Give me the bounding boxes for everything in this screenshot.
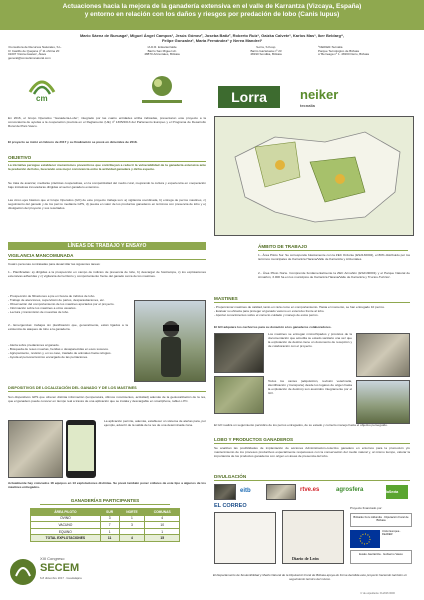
table-header-row <box>31 509 180 516</box>
table-cell: EQUINO <box>31 528 101 535</box>
funding-org-eu: Unión Europea · FEADER <box>382 530 401 537</box>
list-item: - Agrupamiento, revisión y, en su caso, traslado de animales hacia refugios. <box>8 350 112 355</box>
affiliation-line: c/ Berreaga nº 1. 48160 Derio, Bizkaia <box>318 52 369 57</box>
vigilancia-p3: 2.- Emergencias: trabajos sin planificación que, generalmente, están ligados a la existencia de ataques de lobo a la ganadería. <box>8 323 128 331</box>
table-cell <box>119 528 145 535</box>
authors-line2: Felipe Gonzalez¹, Maria Fernández¹ y Nerea Mandrel¹ <box>161 38 263 43</box>
secem-conf: XIII Congreso <box>40 556 65 561</box>
table-cell: 3 <box>100 515 119 522</box>
footer-note: El Departamento de Sostenibilidad y Medio Natural de la Diputación Foral de Bizkaia apoya de forma decidida este proyecto haciendo también un seguimiento técnico del mismo. <box>213 573 407 581</box>
mastines-bullets <box>214 306 410 318</box>
list-item: - Aportar conocimientos sobre el correcto cuidado y manejo de estos perros. <box>214 312 319 317</box>
list-item: - Evaluar su eficacia para proteger al ganado vacuno en extensivo frente al lobo. <box>214 308 325 313</box>
lorra-sub: Koop. <box>264 104 274 108</box>
list-item: - Prospección de filtraciones a pie en busca de indicios de lobo. <box>8 294 96 298</box>
map-area-south: 1.- Área Piloto Sur. Se corresponde básicamente con la ZEC Ordunte (ES2130002), el 80% distribuido por los términos municipales de Karrantza Harana/Valle de Karrantza y Artzentales. <box>258 253 410 261</box>
rtve-logo: rtve.es <box>300 487 320 493</box>
intro-dates: El proyecto se inició en febrero de 2017 y su finalización se prevé en diciembre de 2018. <box>8 140 138 144</box>
affiliation-line: ⁴NEIKER-Tecnalia <box>318 45 343 49</box>
lobo-heading: LOBO Y PRODUCTOS GANADEROS <box>214 437 410 444</box>
list-item: - Observación del comportamiento de los mastines aportados por el proyecto. <box>8 301 115 306</box>
table-row <box>31 522 180 529</box>
list-item: - Ayuda al personal técnico encargado de las peritaciones. <box>8 354 89 359</box>
funding-org-diputacion: Bizkaiko Foru Aldundia · Diputación Foral de Bizkaia <box>350 513 412 527</box>
mastines-p3: Todos los cantes (adquisición, revisión veterinaria, identificación y transporte) desde los lugares de origen hasta la explotación de destino) son asumidos íntegramente por el GO. <box>268 379 352 395</box>
newspaper-clipping-1 <box>214 512 276 564</box>
objetivo-p3: Las cinco ejes básicos que el Grupo Operativo (GO) de este proyecto trabaja son: a) vigilancia coordinada, b) entrega de perros mastines, c) seguimiento del ganado y de los perros mediante GPS, d) puesta en valor de los productos ganaderos en términos con presencia de lobo y e) divulgación del proyecto y sus resultados. <box>8 198 206 210</box>
table-cell: TOTAL EXPLOTACIONES <box>31 535 101 542</box>
table-cell: 3 <box>119 522 145 529</box>
affiliation-line: Barrio Gaztelueta nº 23 <box>250 48 282 53</box>
table-row <box>31 528 180 535</box>
list-item: - Información sobre los mastines a otros usuarios. <box>8 305 77 310</box>
mastiff-handler-photo <box>356 333 410 377</box>
table-cell: 4 <box>145 515 180 522</box>
affiliation-email: general@consultoranatural.com <box>8 56 51 61</box>
press-photo <box>266 484 296 500</box>
smartphone-screen <box>68 425 94 471</box>
vigilancia-p2: 1.- Planificadas: a) dirigidas a la prospección en campo de indicios de presencia de lobo, b) descargar de fototrampa, c) los explotaciones extensivas adheridas y c) vigilancia del territorio y comportamiento frente del ganado cerca de los mastines. <box>8 270 206 278</box>
map-icon <box>215 117 415 237</box>
gps-p1: Son dispositivos GPS que ofrecen distinta información (temperatura, últimos movimientos, actividad) además de la geolocalización de la res, que el ganadero puede conocer en tiempo real a través de una aplicación que se instala y descargable en smartphone, tablet o PC. <box>8 395 206 403</box>
affiliation-line: 48190 Sondika, Bizkaia <box>250 52 282 57</box>
funding-label: Proyecto financiado por: <box>350 506 383 510</box>
list-item: - Lectura y transmisión de muestras de lobo. <box>8 309 70 314</box>
smartphone-app-screenshot <box>66 420 96 478</box>
ganaderias-heading: GANADERÍAS PARTICIPANTES <box>40 498 170 505</box>
neiker-logo-sub: tecnalia <box>300 103 315 108</box>
map-heading: ÁMBITO DE TRABAJO <box>258 244 408 251</box>
authors <box>4 33 420 43</box>
objetivo-p1: La iniciativa persigue establecer mecanismos preventivos que contribuyan a reducir la vulnerabilidad de la ganadería extensiva ante la predación del lobo, buscando una mejor convivencia entre la actividad ganadera y dicha especie. <box>8 163 206 171</box>
map-area-north: 2.- Área Piloto Norte. Comprende fundamentalmente la ZEC Armañón (ES2130001) y el Parque Natural de Armañón, 3.000 ha en los municipios de Karrantza Harana/Valle de Karrantza y Trucios-Turtzioz. <box>258 271 410 279</box>
table-cell: 10 <box>145 522 180 529</box>
table-cell: 11 <box>100 535 119 542</box>
table-header-cell: COMUNAS <box>145 509 180 516</box>
divulgacion-heading: DIVULGACIÓN <box>214 474 410 481</box>
affiliation-line: Barrio San Miguel s/n <box>147 48 177 53</box>
mastines-p1: El GO adquiere los cachorros para su donación a los ganaderos colaboradores. <box>214 325 332 329</box>
affiliation-4 <box>318 46 418 57</box>
mastines-p4: El GO realiza un seguimiento periódico de los perros entregados, de su estado y correcto manejo hacia el objetivo perseguido. <box>214 423 388 427</box>
affiliation-line: ³Lorra, S.Koop. <box>255 45 277 49</box>
table-cell: 1 <box>119 515 145 522</box>
lobo-p1: Se analizan las posibilidades de implantación de acciones Administración-colectivo ganadero en entornos para la promoción y/o mantenimiento de los procesos productivos especialmente respetuosos con la conservación del medio natural y, al mismo tiempo, valorar la importancia de los productos ganaderos con origen en áreas de presencia del lobo. <box>214 446 410 458</box>
eu-flag <box>350 530 380 548</box>
agrosfera-logo: agrosfera <box>336 487 364 493</box>
table-cell: 1 <box>145 528 180 535</box>
eitb-logo: eitb <box>240 488 251 494</box>
affiliation-2 <box>112 46 212 57</box>
table-row <box>31 515 180 522</box>
neiker-logo <box>300 86 370 108</box>
secem-logo <box>8 552 98 596</box>
authors-line1: Mario Sáenz de Buruaga¹, Miguel Ángel Campos¹, Jesús Gómez², Joseba Batiz², Roberto Ruiz³, Gaizka Calvete¹, Karlos Mas³, Iker Beldarg⁴, <box>79 33 345 38</box>
list-item: - Trabajo de atenciones, supervisión de partos, desparasitaciones, etc. <box>8 297 105 302</box>
secem-dates: 6-8 diciembre 2017 · Guadalajara <box>40 576 82 580</box>
objetivo-heading: OBJETIVO <box>8 155 206 162</box>
table-cell: 15 <box>145 535 180 542</box>
list-item: - Proporcionar mastines de calidad, tanto en raza como en comportamiento. Hasta el momento, se han entregado 10 perros. <box>214 305 385 309</box>
list-item: - Búsqueda de reses muertas, heridas o desaparecidas en esos sucesos. <box>8 346 109 351</box>
objetivo-p2: Se trata de avanzar, mediante prácticas cooperativas, en la competitividad del medio rural, mejorando la cultura y experiencia en cooperación bajo iniciativas innovadoras dirigidas al sector ganadero extensivo. <box>8 181 206 189</box>
table-cell: 4 <box>119 535 145 542</box>
secem-name: SECEM <box>40 562 80 574</box>
footer-code: nº de expediente: FL2016 0000 <box>360 592 395 595</box>
gps-collar-photo <box>8 420 63 478</box>
vigilancia-p1: Cuatro personas contratadas para desarrollar las siguientes tareas: <box>8 262 101 266</box>
tv-photo <box>214 484 236 500</box>
table-cell: OVINO <box>31 515 101 522</box>
person-binoculars-icon <box>135 301 207 383</box>
mastiff-field-photo <box>214 376 264 414</box>
gps-p2: La aplicación permite, además, establecer un sistema de alertas para, por ejemplo, advertir de la salida de la res de una determinada zona. <box>104 419 206 427</box>
neiker-logo-text: neiker <box>300 87 339 102</box>
study-area-map <box>214 116 414 236</box>
gps-p3: Actualmente hay colocados 18 equipos en 13 explotaciones distintas. Se prevé también poner collares de este tipo a algunos de los mastines entregados. <box>8 481 206 489</box>
affiliation-line: Parque Tecnológico de Bizkaia <box>318 48 359 53</box>
mastiff-puppies-photo <box>214 333 264 373</box>
table-cell: 7 <box>100 522 119 529</box>
affiliation-line: ²A.D.R. Enkarterrialde <box>147 45 177 49</box>
ganaderias-table <box>30 508 180 542</box>
el-correo-logo: EL CORREO <box>214 503 247 509</box>
cm-logo <box>22 68 62 106</box>
poster-title-line1: Actuaciones hacia la mejora de la ganadería extensiva en el valle de Karrantza (Vizcaya, España) <box>62 3 362 10</box>
gps-heading: DISPOSITIVOS DE LOCALIZACIÓN DEL GANADO Y DE LOS MASTINES <box>8 386 206 392</box>
table-header-cell: NORTE <box>119 509 145 516</box>
table-cell: VACUNO <box>31 522 101 529</box>
mastines-p2: Los mastines se entregan microchipados y provistos de la documentación que acredita su estado sanitario una vez que la explotación de destino tiene un documento de recepción y de colaboración con el proyecto. <box>268 332 352 348</box>
affiliation-line: 01007 Vitoria-Gasteiz, Álava <box>8 52 46 57</box>
funding-org-gobierno-vasco: Eusko Jaurlaritza · Gobierno Vasco <box>350 550 412 564</box>
lorra-logo-text: Lorra <box>231 89 267 105</box>
enkarterrialde-logo <box>112 68 212 108</box>
table-header-cell: SUR <box>100 509 119 516</box>
lineas-banner: LÍNEAS DE TRABAJO Y ENSAYO <box>8 242 206 250</box>
affiliation-line: ¹Consultora de Recursos Naturales, S.L. <box>8 45 62 49</box>
cm-logo-text: cm <box>36 94 48 103</box>
vigilancia-bullets <box>8 295 128 315</box>
vigilancia-bullets2 <box>8 344 128 360</box>
table-row-total <box>31 535 180 542</box>
affiliation-3 <box>216 46 316 57</box>
enkarterrialde-icon <box>112 68 212 108</box>
table-cell: 1 <box>100 528 119 535</box>
table-header-cell: ÁREA PILOTO <box>31 509 101 516</box>
intro-text: En 2016, el Grupo Operativo "Ganadería-Lobo", integrado por las cuatro entidades arriba indicadas, presentaron este proyecto a la convocatoria de ayudas a la cooperación prevista en el Reglamento (UE) nº 1305/2013 del Parlamento Europeo y el Programa de Desarrollo Rural del País Vasco. <box>8 116 206 128</box>
cattle-photo <box>356 380 410 424</box>
poster-title <box>4 3 420 19</box>
list-item: - Alerta sobre predaciones al ganado. <box>8 343 60 347</box>
diario-leon-logo: Diario de León <box>292 556 319 561</box>
vigilancia-heading: VIGILANCIA MANCOMUNADA <box>8 253 206 260</box>
secem-emblem-icon <box>8 554 38 590</box>
lasexta-logo: laSexta <box>386 485 408 499</box>
affiliation-line: C/ Castillo de Quejana nº 11 oficina 20 <box>8 48 60 53</box>
affiliation-1 <box>8 46 108 61</box>
mastines-heading: MASTINES <box>214 296 410 303</box>
eu-stars-icon <box>350 530 380 548</box>
poster-title-line2: y entorno en relación con los daños y riesgos por predación de lobo (Canis lupus) <box>84 11 340 18</box>
binoculars-photo <box>134 300 206 382</box>
affiliation-line: 48870 Artzentales, Bizkaia <box>144 52 180 57</box>
